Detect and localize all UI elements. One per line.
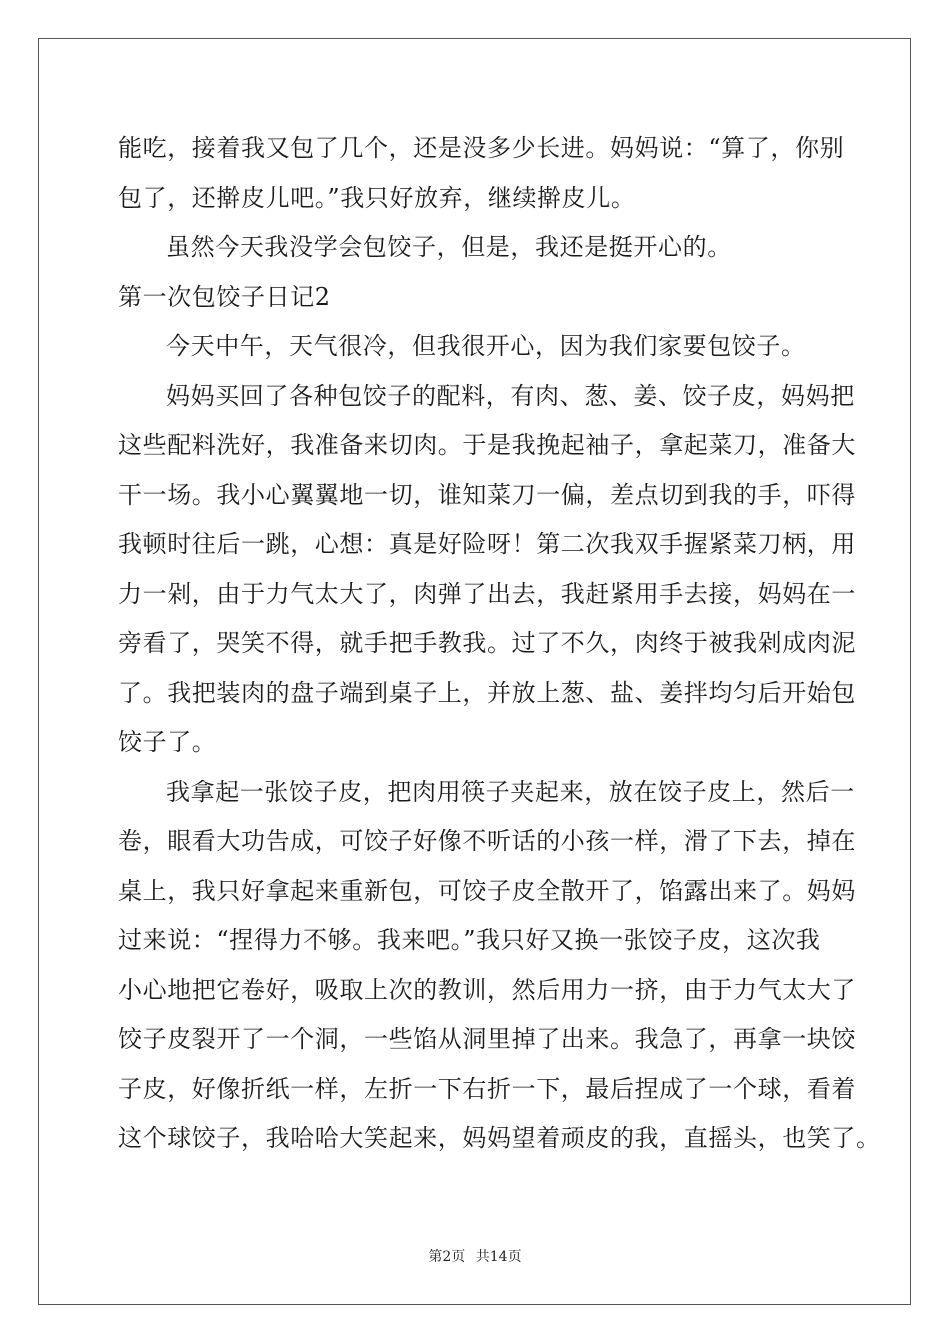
- page-footer: [0, 1246, 950, 1266]
- text-line: 卷，眼看大功告成，可饺子好像不听话的小孩一样，滑了下去，掉在: [118, 827, 856, 855]
- text-line: 力一剁，由于力气太大了，肉弹了出去，我赶紧用手去接，妈妈在一: [118, 579, 856, 608]
- text-line: 了。我把装肉的盘子端到桌子上，并放上葱、盐、姜拌均匀后开始包: [118, 678, 856, 707]
- text-line: 包了，还擀皮儿吧。”我只好放弃，继续擀皮儿。: [118, 183, 636, 212]
- text-line: 妈妈买回了各种包饺子的配料，有肉、葱、姜、饺子皮，妈妈把: [166, 381, 855, 410]
- document-body: [118, 124, 881, 1164]
- text-line: 桌上，我只好拿起来重新包，可饺子皮全散开了，馅露出来了。妈妈: [118, 876, 856, 905]
- text-line: 小心地把它卷好，吸取上次的教训，然后用力一挤，由于力气太大了: [118, 975, 856, 1004]
- text-line: 干一场。我小心翼翼地一切，谁知菜刀一偏，差点切到我的手，吓得: [118, 480, 856, 509]
- text-line: 旁看了，哭笑不得，就手把手教我。过了不久，肉终于被我剁成肉泥: [118, 629, 856, 657]
- text-line: 饺子了。: [118, 728, 217, 756]
- text-line: 这个球饺子，我哈哈大笑起来，妈妈望着顽皮的我，直摇头，也笑了。: [118, 1124, 881, 1152]
- total-pages: 共14页: [475, 1249, 522, 1265]
- section-heading: 第一次包饺子日记2: [118, 282, 331, 311]
- text-line: 今天中午，天气很冷，但我很开心，因为我们家要包饺子。: [166, 332, 806, 360]
- current-page-number: 第2页: [428, 1249, 466, 1265]
- text-line: 过来说：“捏得力不够。我来吧。”我只好又换一张饺子皮，这次我: [118, 926, 821, 954]
- text-line: 饺子皮裂开了一个洞，一些馅从洞里掉了出来。我急了，再拿一块饺: [118, 1025, 856, 1053]
- text-line: 我拿起一张饺子皮，把肉用筷子夹起来，放在饺子皮上，然后一: [166, 777, 855, 806]
- text-line: 虽然今天我没学会包饺子，但是，我还是挺开心的。: [166, 233, 732, 261]
- text-line: 我顿时往后一跳，心想：真是好险呀！第二次我双手握紧菜刀柄，用: [118, 530, 856, 558]
- text-line: 这些配料洗好，我准备来切肉。于是我挽起袖子，拿起菜刀，准备大: [118, 431, 856, 459]
- text-line: 子皮，好像折纸一样，左折一下右折一下，最后捏成了一个球，看着: [118, 1074, 856, 1103]
- text-line: 能吃，接着我又包了几个，还是没多少长进。妈妈说：“算了，你别: [118, 134, 845, 162]
